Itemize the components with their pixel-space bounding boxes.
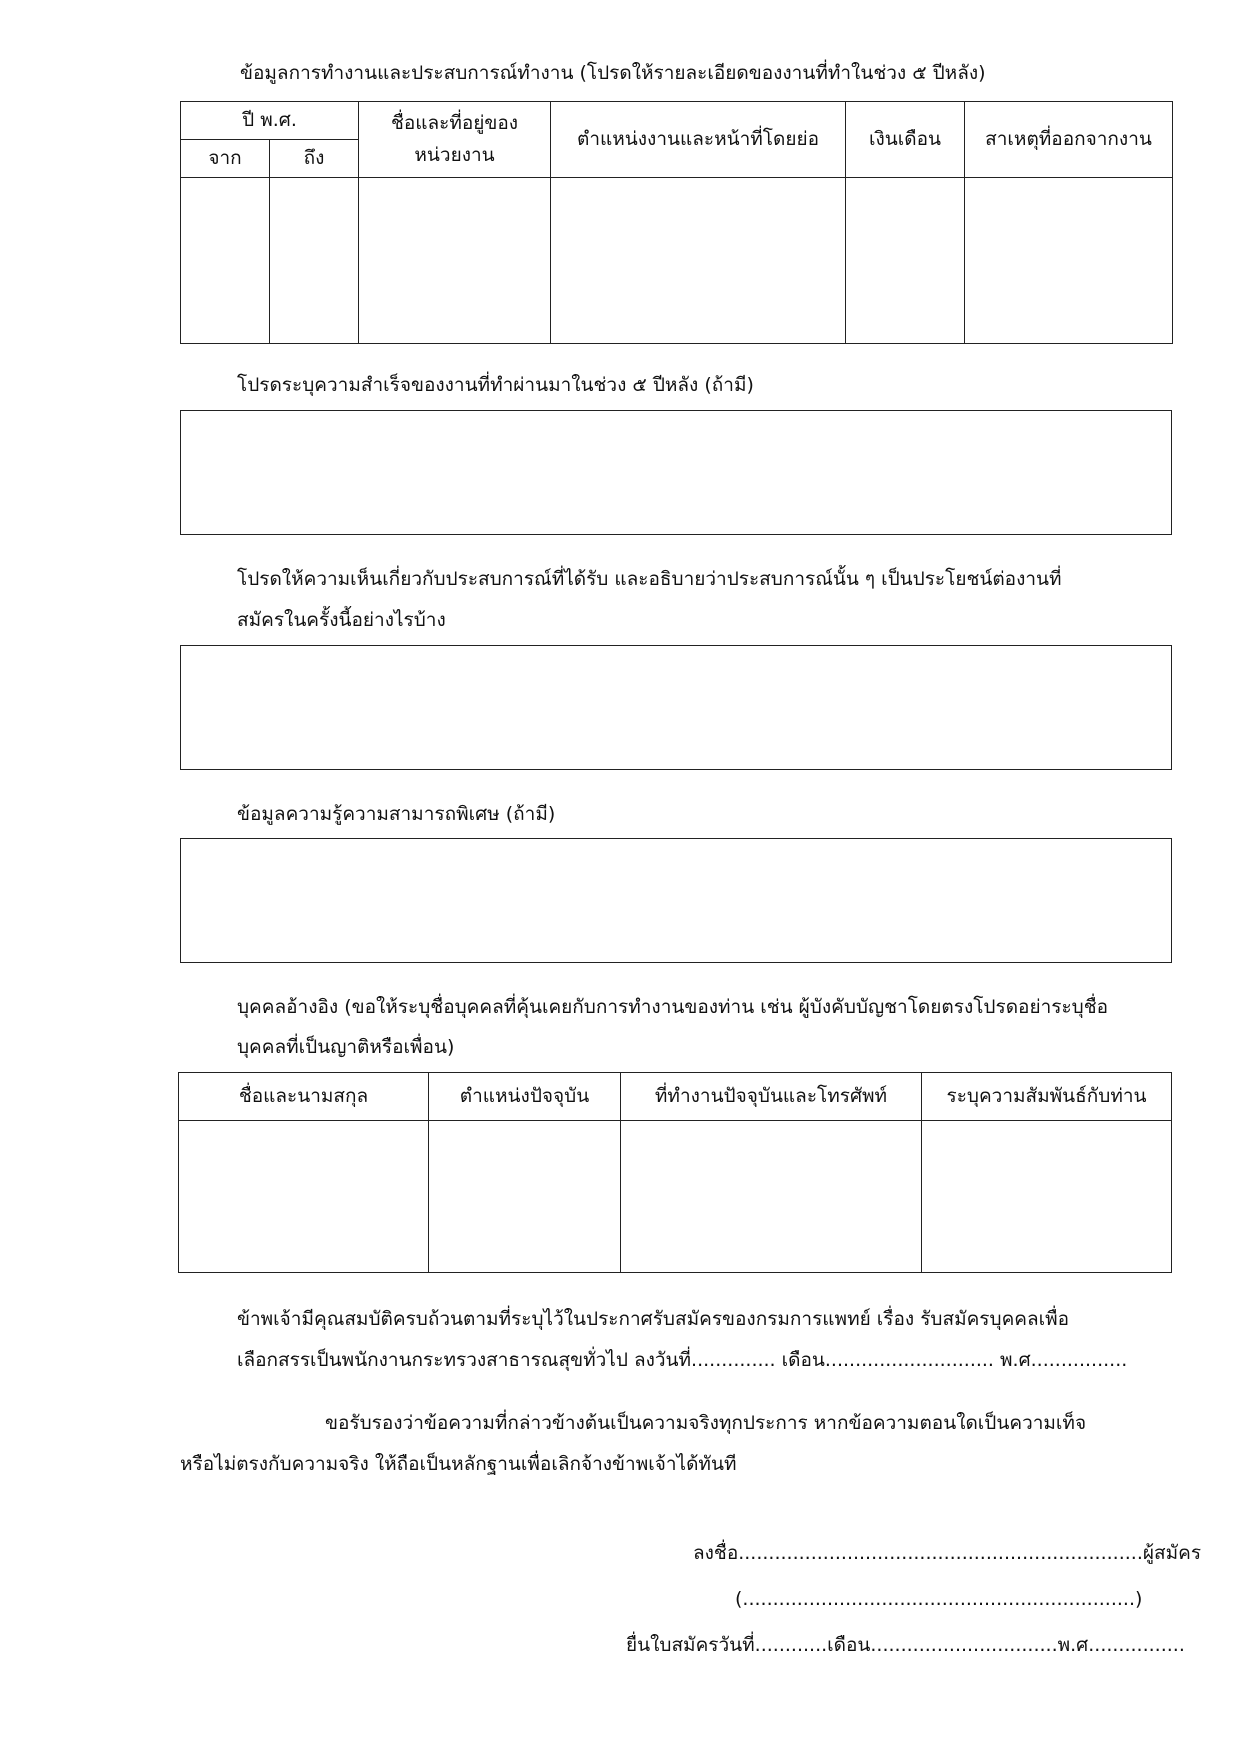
experience-line2: สมัครในครั้งนี้อย่างไรบ้าง [237,609,446,631]
work-section-title: ข้อมูลการทำงานและประสบการณ์ทำงาน (โปรดให้รายละเอียดของงานที่ทำในช่วง ๕ ปีหลัง) [240,62,986,84]
ref-position-header: ตำแหน่งปัจจุบัน [429,1073,621,1121]
declaration-line1: ข้าพเจ้ามีคุณสมบัติครบถ้วนตามที่ระบุไว้ในประกาศรับสมัครของกรมการแพทย์ เรื่อง รับสมัครบุคคลเพื่อ [237,1308,1070,1330]
ref-name-header: ชื่อและนามสกุล [179,1073,429,1121]
from-cell[interactable] [181,178,270,344]
ref-position-cell[interactable] [429,1121,621,1273]
achievement-box[interactable] [180,410,1172,535]
skills-box[interactable] [180,838,1172,963]
ref-name-cell[interactable] [179,1121,429,1273]
submission-date-line: ยื่นใบสมัครวันที่............เดือน...............................พ.ศ................ [626,1634,1185,1656]
experience-line1: โปรดให้ความเห็นเกี่ยวกับประสบการณ์ที่ได้รับ และอธิบายว่าประสบการณ์นั้น ๆ เป็นประโยชน์ต่องานที่ [237,568,1062,590]
reference-table [178,1072,1172,1273]
to-header: ถึง [270,140,359,178]
ref-workplace-cell[interactable] [621,1121,922,1273]
skills-title: ข้อมูลความรู้ความสามารถพิเศษ (ถ้ามี) [237,803,556,825]
ref-workplace-header: ที่ทำงานปัจจุบันและโทรศัพท์ [621,1073,922,1121]
org-header-line2: หน่วยงาน [414,143,495,166]
reference-line1: บุคคลอ้างอิง (ขอให้ระบุชื่อบุคคลที่คุ้นเคยกับการทำงานของท่าน เช่น ผู้บังคับบัญชาโดยตรงโปรดอย่าระบุชื่อ [237,996,1109,1018]
to-cell[interactable] [270,178,359,344]
certification-line1: ขอรับรองว่าข้อความที่กล่าวข้างต้นเป็นความจริงทุกประการ หากข้อความตอนใดเป็นความเท็จ [325,1412,1087,1434]
from-header: จาก [181,140,270,178]
declaration-line2: เลือกสรรเป็นพนักงานกระทรวงสาธารณสุขทั่วไป ลงวันที่.............. เดือน............................ พ.ศ................ [237,1349,1128,1371]
salary-header: เงินเดือน [846,102,965,178]
work-history-table [180,101,1173,344]
org-header-line1: ชื่อและที่อยู่ของ [390,111,519,134]
year-header: ปี พ.ศ. [181,102,359,140]
org-cell[interactable] [359,178,551,344]
position-cell[interactable] [551,178,846,344]
ref-relation-header: ระบุความสัมพันธ์กับท่าน [922,1073,1172,1121]
signature-line: ลงชื่อ...................................................................ผู้สมัคร [693,1542,1202,1564]
signature-name-line: (.................................................................) [735,1588,1143,1610]
reason-header: สาเหตุที่ออกจากงาน [965,102,1173,178]
reference-line2: บุคคลที่เป็นญาติหรือเพื่อน) [237,1036,455,1058]
achievement-title: โปรดระบุความสำเร็จของงานที่ทำผ่านมาในช่วง ๕ ปีหลัง (ถ้ามี) [237,374,754,396]
experience-box[interactable] [180,645,1172,770]
ref-relation-cell[interactable] [922,1121,1172,1273]
position-header: ตำแหน่งงานและหน้าที่โดยย่อ [551,102,846,178]
certification-line2: หรือไม่ตรงกับความจริง ให้ถือเป็นหลักฐานเพื่อเลิกจ้างข้าพเจ้าได้ทันที [180,1453,737,1475]
reason-cell[interactable] [965,178,1173,344]
org-header [359,102,551,178]
salary-cell[interactable] [846,178,965,344]
